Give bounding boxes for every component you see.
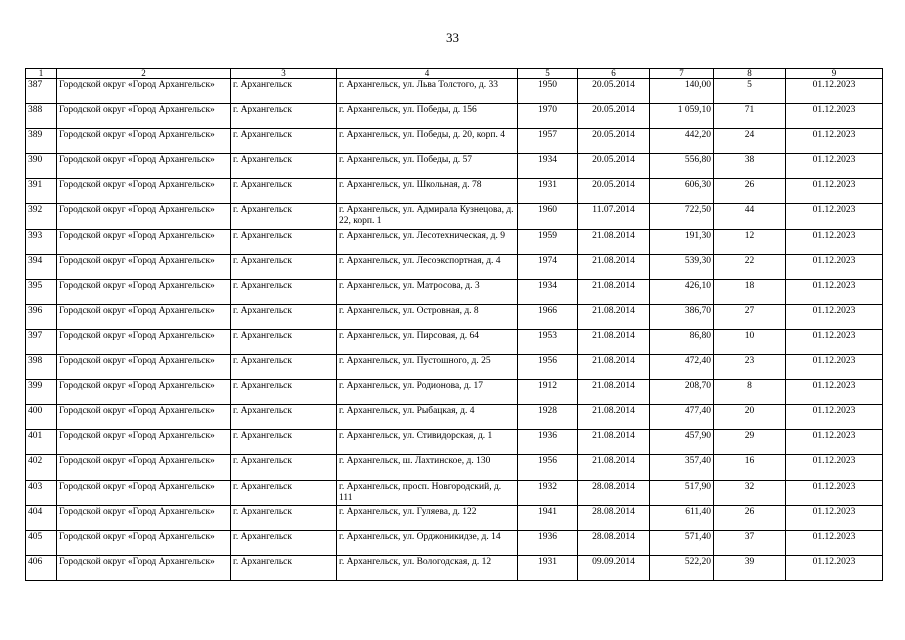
residents-count-cell: 44 <box>714 204 786 229</box>
address-cell: г. Архангельск, ул. Победы, д. 57 <box>337 154 518 179</box>
municipality-cell: Городской округ «Город Архангельск» <box>57 355 231 380</box>
recognition-date-cell: 21.08.2014 <box>578 254 650 279</box>
area-cell: 1 059,10 <box>650 104 714 129</box>
table-row <box>26 505 883 530</box>
table-row <box>26 430 883 455</box>
address-cell: г. Архангельск, ул. Школьная, д. 78 <box>337 179 518 204</box>
resettlement-deadline-cell: 01.12.2023 <box>786 355 883 380</box>
area-cell: 517,90 <box>650 480 714 505</box>
recognition-date-cell: 09.09.2014 <box>578 555 650 580</box>
recognition-date-cell: 20.05.2014 <box>578 79 650 104</box>
recognition-date-cell: 20.05.2014 <box>578 129 650 154</box>
residents-count-cell: 18 <box>714 279 786 304</box>
residents-count-cell: 29 <box>714 430 786 455</box>
table-row <box>26 79 883 104</box>
year-built-cell: 1912 <box>518 380 578 405</box>
settlement-cell: г. Архангельск <box>231 304 337 329</box>
address-cell: г. Архангельск, ул. Пирсовая, д. 64 <box>337 329 518 354</box>
resettlement-deadline-cell: 01.12.2023 <box>786 480 883 505</box>
municipality-cell: Городской округ «Город Архангельск» <box>57 129 231 154</box>
municipality-cell: Городской округ «Город Архангельск» <box>57 329 231 354</box>
municipality-cell: Городской округ «Город Архангельск» <box>57 430 231 455</box>
address-cell: г. Архангельск, ул. Стивидорская, д. 1 <box>337 430 518 455</box>
settlement-cell: г. Архангельск <box>231 204 337 229</box>
area-cell: 539,30 <box>650 254 714 279</box>
address-cell: г. Архангельск, ул. Орджоникидзе, д. 14 <box>337 530 518 555</box>
row-number-cell: 403 <box>26 480 57 505</box>
recognition-date-cell: 21.08.2014 <box>578 430 650 455</box>
area-cell: 472,40 <box>650 355 714 380</box>
resettlement-deadline-cell: 01.12.2023 <box>786 154 883 179</box>
municipality-cell: Городской округ «Город Архангельск» <box>57 455 231 480</box>
settlement-cell: г. Архангельск <box>231 355 337 380</box>
recognition-date-cell: 21.08.2014 <box>578 229 650 254</box>
municipality-cell: Городской округ «Город Архангельск» <box>57 104 231 129</box>
table-row <box>26 355 883 380</box>
year-built-cell: 1970 <box>518 104 578 129</box>
residents-count-cell: 20 <box>714 405 786 430</box>
table-row <box>26 304 883 329</box>
resettlement-deadline-cell: 01.12.2023 <box>786 329 883 354</box>
settlement-cell: г. Архангельск <box>231 104 337 129</box>
residents-count-cell: 39 <box>714 555 786 580</box>
row-number-cell: 393 <box>26 229 57 254</box>
residents-count-cell: 5 <box>714 79 786 104</box>
settlement-cell: г. Архангельск <box>231 555 337 580</box>
table-row <box>26 254 883 279</box>
recognition-date-cell: 21.08.2014 <box>578 405 650 430</box>
municipality-cell: Городской округ «Город Архангельск» <box>57 555 231 580</box>
column-header-1: 1 <box>26 69 57 79</box>
municipality-cell: Городской округ «Город Архангельск» <box>57 79 231 104</box>
column-header-9: 9 <box>786 69 883 79</box>
page-number: 33 <box>446 30 459 45</box>
address-cell: г. Архангельск, ул. Матросова, д. 3 <box>337 279 518 304</box>
settlement-cell: г. Архангельск <box>231 329 337 354</box>
row-number-cell: 398 <box>26 355 57 380</box>
residents-count-cell: 38 <box>714 154 786 179</box>
column-header-5: 5 <box>518 69 578 79</box>
municipality-cell: Городской округ «Город Архангельск» <box>57 304 231 329</box>
recognition-date-cell: 20.05.2014 <box>578 104 650 129</box>
municipality-cell: Городской округ «Город Архангельск» <box>57 254 231 279</box>
municipality-cell: Городской округ «Город Архангельск» <box>57 154 231 179</box>
resettlement-deadline-cell: 01.12.2023 <box>786 79 883 104</box>
row-number-cell: 400 <box>26 405 57 430</box>
recognition-date-cell: 21.08.2014 <box>578 304 650 329</box>
column-header-6: 6 <box>578 69 650 79</box>
area-cell: 426,10 <box>650 279 714 304</box>
address-cell: г. Архангельск, ул. Лесоэкспортная, д. 4 <box>337 254 518 279</box>
column-header-4: 4 <box>337 69 518 79</box>
municipality-cell: Городской округ «Город Архангельск» <box>57 405 231 430</box>
row-number-cell: 397 <box>26 329 57 354</box>
municipality-cell: Городской округ «Город Архангельск» <box>57 530 231 555</box>
settlement-cell: г. Архангельск <box>231 505 337 530</box>
table-row <box>26 555 883 580</box>
year-built-cell: 1931 <box>518 555 578 580</box>
year-built-cell: 1950 <box>518 79 578 104</box>
row-number-cell: 389 <box>26 129 57 154</box>
area-cell: 442,20 <box>650 129 714 154</box>
area-cell: 606,30 <box>650 179 714 204</box>
table-row <box>26 405 883 430</box>
recognition-date-cell: 11.07.2014 <box>578 204 650 229</box>
residents-count-cell: 71 <box>714 104 786 129</box>
row-number-cell: 399 <box>26 380 57 405</box>
year-built-cell: 1956 <box>518 455 578 480</box>
address-cell: г. Архангельск, ул. Победы, д. 156 <box>337 104 518 129</box>
table-row <box>26 229 883 254</box>
year-built-cell: 1932 <box>518 480 578 505</box>
year-built-cell: 1936 <box>518 430 578 455</box>
area-cell: 571,40 <box>650 530 714 555</box>
residents-count-cell: 10 <box>714 329 786 354</box>
recognition-date-cell: 20.05.2014 <box>578 154 650 179</box>
resettlement-deadline-cell: 01.12.2023 <box>786 254 883 279</box>
residents-count-cell: 26 <box>714 505 786 530</box>
resettlement-deadline-cell: 01.12.2023 <box>786 104 883 129</box>
table-row <box>26 329 883 354</box>
area-cell: 522,20 <box>650 555 714 580</box>
table-row <box>26 530 883 555</box>
year-built-cell: 1936 <box>518 530 578 555</box>
municipality-cell: Городской округ «Город Архангельск» <box>57 380 231 405</box>
table-row <box>26 129 883 154</box>
row-number-cell: 401 <box>26 430 57 455</box>
year-built-cell: 1931 <box>518 179 578 204</box>
resettlement-deadline-cell: 01.12.2023 <box>786 505 883 530</box>
area-cell: 556,80 <box>650 154 714 179</box>
area-cell: 611,40 <box>650 505 714 530</box>
resettlement-deadline-cell: 01.12.2023 <box>786 430 883 455</box>
resettlement-deadline-cell: 01.12.2023 <box>786 405 883 430</box>
row-number-cell: 394 <box>26 254 57 279</box>
year-built-cell: 1974 <box>518 254 578 279</box>
row-number-cell: 396 <box>26 304 57 329</box>
row-number-cell: 390 <box>26 154 57 179</box>
row-number-cell: 402 <box>26 455 57 480</box>
table-row <box>26 204 883 229</box>
settlement-cell: г. Архангельск <box>231 254 337 279</box>
year-built-cell: 1953 <box>518 329 578 354</box>
row-number-cell: 395 <box>26 279 57 304</box>
address-cell: г. Архангельск, просп. Новгородский, д. 111 <box>337 480 518 505</box>
municipality-cell: Городской округ «Город Архангельск» <box>57 204 231 229</box>
recognition-date-cell: 28.08.2014 <box>578 530 650 555</box>
address-cell: г. Архангельск, ш. Лахтинское, д. 130 <box>337 455 518 480</box>
resettlement-deadline-cell: 01.12.2023 <box>786 555 883 580</box>
municipality-cell: Городской округ «Город Архангельск» <box>57 179 231 204</box>
year-built-cell: 1959 <box>518 229 578 254</box>
residents-count-cell: 26 <box>714 179 786 204</box>
municipality-cell: Городской округ «Город Архангельск» <box>57 229 231 254</box>
area-cell: 357,40 <box>650 455 714 480</box>
area-cell: 208,70 <box>650 380 714 405</box>
address-cell: г. Архангельск, ул. Лесотехническая, д. 9 <box>337 229 518 254</box>
residents-count-cell: 24 <box>714 129 786 154</box>
area-cell: 477,40 <box>650 405 714 430</box>
row-number-cell: 392 <box>26 204 57 229</box>
year-built-cell: 1960 <box>518 204 578 229</box>
recognition-date-cell: 21.08.2014 <box>578 279 650 304</box>
resettlement-deadline-cell: 01.12.2023 <box>786 530 883 555</box>
settlement-cell: г. Архангельск <box>231 129 337 154</box>
residents-count-cell: 27 <box>714 304 786 329</box>
column-header-8: 8 <box>714 69 786 79</box>
settlement-cell: г. Архангельск <box>231 430 337 455</box>
address-cell: г. Архангельск, ул. Льва Толстого, д. 33 <box>337 79 518 104</box>
settlement-cell: г. Архангельск <box>231 79 337 104</box>
address-cell: г. Архангельск, ул. Рыбацкая, д. 4 <box>337 405 518 430</box>
column-header-2: 2 <box>57 69 231 79</box>
area-cell: 386,70 <box>650 304 714 329</box>
year-built-cell: 1956 <box>518 355 578 380</box>
residents-count-cell: 12 <box>714 229 786 254</box>
row-number-cell: 405 <box>26 530 57 555</box>
recognition-date-cell: 28.08.2014 <box>578 480 650 505</box>
row-number-cell: 388 <box>26 104 57 129</box>
settlement-cell: г. Архангельск <box>231 405 337 430</box>
settlement-cell: г. Архангельск <box>231 530 337 555</box>
table-row <box>26 279 883 304</box>
area-cell: 191,30 <box>650 229 714 254</box>
settlement-cell: г. Архангельск <box>231 455 337 480</box>
year-built-cell: 1934 <box>518 279 578 304</box>
address-cell: г. Архангельск, ул. Победы, д. 20, корп. 4 <box>337 129 518 154</box>
address-cell: г. Архангельск, ул. Пустошного, д. 25 <box>337 355 518 380</box>
resettlement-deadline-cell: 01.12.2023 <box>786 455 883 480</box>
year-built-cell: 1966 <box>518 304 578 329</box>
settlement-cell: г. Архангельск <box>231 279 337 304</box>
area-cell: 140,00 <box>650 79 714 104</box>
residents-count-cell: 32 <box>714 480 786 505</box>
table-row <box>26 154 883 179</box>
settlement-cell: г. Архангельск <box>231 179 337 204</box>
header-row <box>26 69 883 79</box>
address-cell: г. Архангельск, ул. Родионова, д. 17 <box>337 380 518 405</box>
column-header-3: 3 <box>231 69 337 79</box>
year-built-cell: 1957 <box>518 129 578 154</box>
residents-count-cell: 37 <box>714 530 786 555</box>
address-cell: г. Архангельск, ул. Островная, д. 8 <box>337 304 518 329</box>
table-row <box>26 179 883 204</box>
table-row <box>26 455 883 480</box>
resettlement-deadline-cell: 01.12.2023 <box>786 129 883 154</box>
housing-registry-table <box>25 68 883 581</box>
table-body <box>26 79 883 581</box>
recognition-date-cell: 20.05.2014 <box>578 179 650 204</box>
address-cell: г. Архангельск, ул. Вологодская, д. 12 <box>337 555 518 580</box>
address-cell: г. Архангельск, ул. Адмирала Кузнецова, д. 22, корп. 1 <box>337 204 518 229</box>
resettlement-deadline-cell: 01.12.2023 <box>786 179 883 204</box>
recognition-date-cell: 21.08.2014 <box>578 329 650 354</box>
residents-count-cell: 23 <box>714 355 786 380</box>
recognition-date-cell: 21.08.2014 <box>578 455 650 480</box>
municipality-cell: Городской округ «Город Архангельск» <box>57 505 231 530</box>
row-number-cell: 406 <box>26 555 57 580</box>
resettlement-deadline-cell: 01.12.2023 <box>786 204 883 229</box>
residents-count-cell: 8 <box>714 380 786 405</box>
recognition-date-cell: 21.08.2014 <box>578 380 650 405</box>
year-built-cell: 1941 <box>518 505 578 530</box>
table-row <box>26 380 883 405</box>
year-built-cell: 1934 <box>518 154 578 179</box>
area-cell: 722,50 <box>650 204 714 229</box>
recognition-date-cell: 21.08.2014 <box>578 355 650 380</box>
row-number-cell: 404 <box>26 505 57 530</box>
row-number-cell: 387 <box>26 79 57 104</box>
table-row <box>26 104 883 129</box>
settlement-cell: г. Архангельск <box>231 380 337 405</box>
residents-count-cell: 22 <box>714 254 786 279</box>
table-row <box>26 480 883 505</box>
settlement-cell: г. Архангельск <box>231 229 337 254</box>
column-header-7: 7 <box>650 69 714 79</box>
resettlement-deadline-cell: 01.12.2023 <box>786 279 883 304</box>
row-number-cell: 391 <box>26 179 57 204</box>
settlement-cell: г. Архангельск <box>231 154 337 179</box>
area-cell: 86,80 <box>650 329 714 354</box>
recognition-date-cell: 28.08.2014 <box>578 505 650 530</box>
settlement-cell: г. Архангельск <box>231 480 337 505</box>
year-built-cell: 1928 <box>518 405 578 430</box>
resettlement-deadline-cell: 01.12.2023 <box>786 304 883 329</box>
resettlement-deadline-cell: 01.12.2023 <box>786 229 883 254</box>
address-cell: г. Архангельск, ул. Гуляева, д. 122 <box>337 505 518 530</box>
resettlement-deadline-cell: 01.12.2023 <box>786 380 883 405</box>
area-cell: 457,90 <box>650 430 714 455</box>
residents-count-cell: 16 <box>714 455 786 480</box>
municipality-cell: Городской округ «Город Архангельск» <box>57 480 231 505</box>
municipality-cell: Городской округ «Город Архангельск» <box>57 279 231 304</box>
